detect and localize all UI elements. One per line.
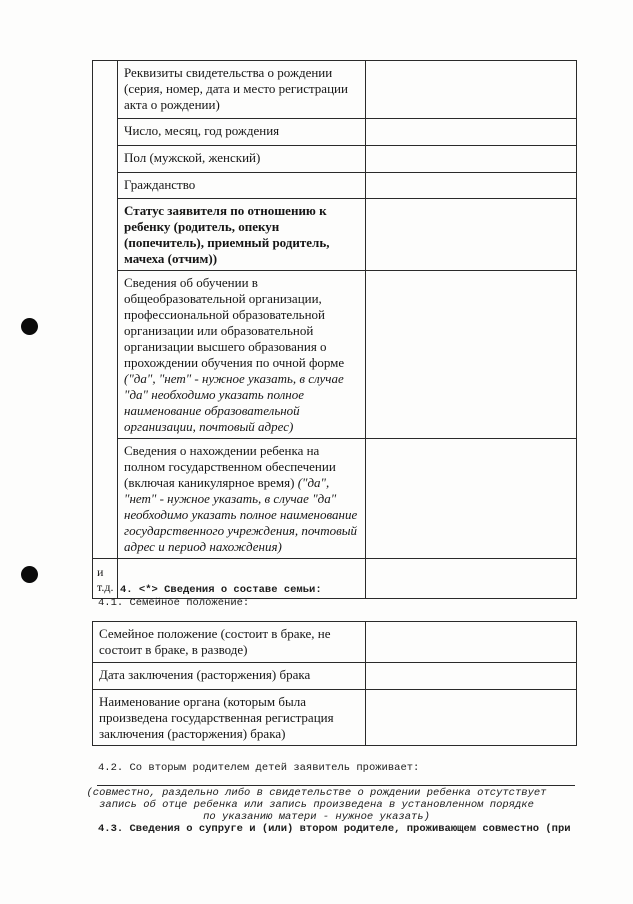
row-label-cell — [93, 663, 366, 690]
item-4-3: 4.3. Сведения о супруге и (или) втором родителе, проживающем совместно (при — [98, 823, 571, 835]
item-4-1: 4.1. Семейное положение: — [98, 597, 250, 609]
hint-line: по указанию матери - нужное указать) — [203, 811, 430, 823]
birth-certificate-label: Реквизиты свидетельства о рождении (серия, номер, дата и место регистрации акта о рождении) — [124, 65, 348, 112]
row-label-cell — [118, 119, 366, 146]
table-row — [93, 622, 577, 663]
sex-label: Пол (мужской, женский) — [124, 150, 261, 165]
section-4-heading: 4. <*> Сведения о составе семьи: — [120, 584, 322, 596]
citizenship-label: Гражданство — [124, 177, 196, 192]
table-row — [93, 173, 577, 199]
row-label-cell — [118, 173, 366, 199]
row-label-cell — [118, 61, 366, 119]
value-cell[interactable] — [366, 690, 577, 746]
state-support-label — [118, 439, 365, 558]
item-4-2: 4.2. Со вторым родителем детей заявитель проживает: — [98, 762, 420, 774]
birth-date-label: Число, месяц, год рождения — [124, 123, 280, 138]
value-cell[interactable] — [366, 61, 577, 119]
value-cell[interactable] — [366, 119, 577, 146]
state-support-note: ("да", "нет" - нужное указать, в случае "да" необходимо указать полное наименование государственного учреждения, почтовый адрес и период нахождения) — [124, 475, 358, 554]
value-cell[interactable] — [366, 439, 577, 559]
punch-hole — [21, 318, 38, 335]
hint-line: (совместно, раздельно либо в свидетельстве о рождении ребенка отсутствует — [86, 787, 547, 799]
marital-status-table — [92, 621, 577, 746]
row-number-cell — [93, 61, 118, 559]
value-cell[interactable] — [366, 559, 577, 599]
value-cell[interactable] — [366, 146, 577, 173]
applicant-status-label: Статус заявителя по отношению к ребенку (родитель, опекун (попечитель), приемный родитель, мачеха (отчим)) — [124, 203, 330, 266]
table-row — [93, 439, 577, 559]
hint-line: запись об отце ребенка или запись произведена в установленном порядке — [99, 799, 534, 811]
state-support-label-text: Сведения о нахождении ребенка на полном государственном обеспечении (включая каникулярное время) — [124, 443, 336, 490]
table-row — [93, 119, 577, 146]
value-cell[interactable] — [366, 663, 577, 690]
row-number-cell — [93, 559, 118, 599]
row-label-cell — [118, 271, 366, 439]
table-row — [93, 690, 577, 746]
education-label-text: Сведения об обучении в общеобразовательной организации, профессиональной образовательной организации или образовательной организации высшего образования о прохождении обучения по очной форме — [124, 275, 345, 370]
child-details-table — [92, 60, 577, 599]
row-label-cell — [118, 146, 366, 173]
value-cell[interactable] — [366, 271, 577, 439]
marital-status-label: Семейное положение (состоит в браке, не состоит в браке, в разводе) — [99, 626, 331, 657]
value-cell[interactable] — [366, 173, 577, 199]
table-row — [93, 146, 577, 173]
table-row — [93, 199, 577, 271]
registration-authority-label: Наименование органа (которым была произведена государственная регистрация заключения (расторжения) брака) — [99, 694, 334, 741]
fill-in-line[interactable] — [97, 785, 575, 786]
etc-label: и т.д. — [97, 565, 114, 594]
row-label-cell — [118, 199, 366, 271]
row-label-cell — [118, 439, 366, 559]
punch-hole — [21, 566, 38, 583]
table-row — [93, 271, 577, 439]
education-note: ("да", "нет" - нужное указать, в случае "да" необходимо указать полное наименование образовательной организации, почтовый адрес) — [124, 371, 344, 434]
row-label-cell — [93, 690, 366, 746]
marriage-date-label: Дата заключения (расторжения) брака — [99, 667, 311, 682]
table-row — [93, 663, 577, 690]
value-cell[interactable] — [366, 199, 577, 271]
row-label-cell — [93, 622, 366, 663]
table-row — [93, 61, 577, 119]
value-cell[interactable] — [366, 622, 577, 663]
education-label — [118, 271, 365, 438]
